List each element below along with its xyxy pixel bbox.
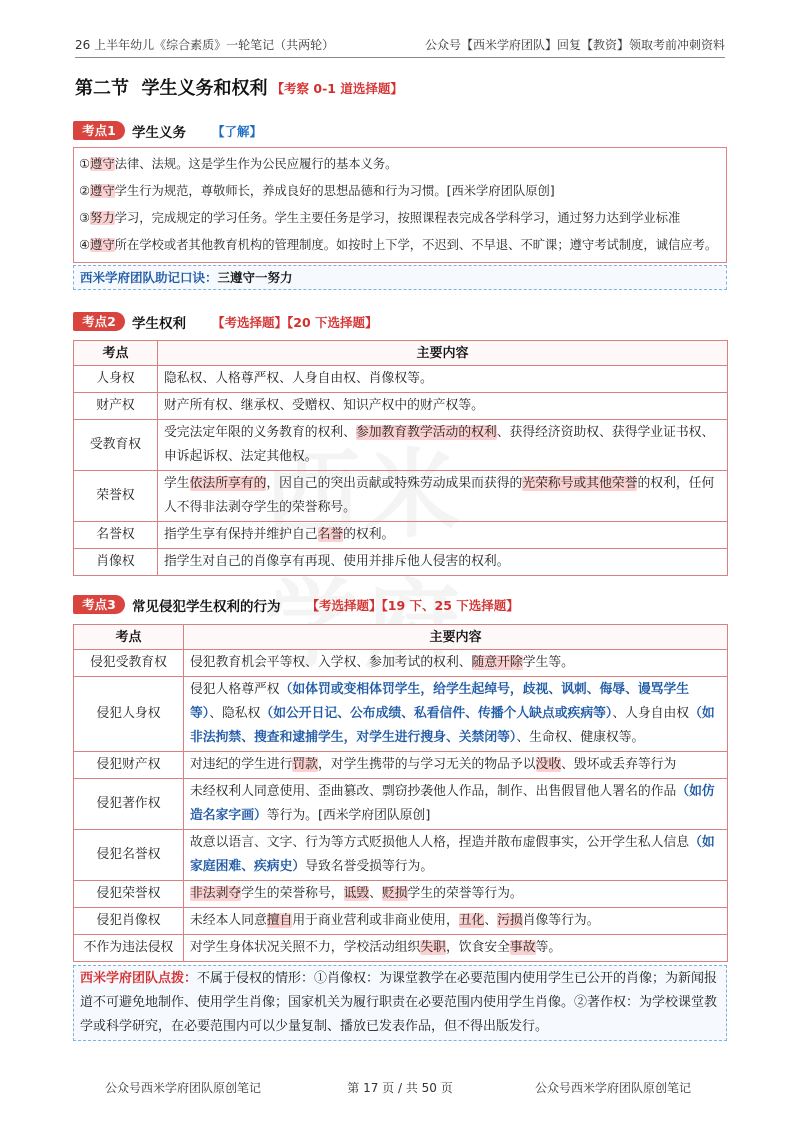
point-tag: 【了解】 bbox=[212, 123, 263, 139]
footer-right-text: 公众号西米学府团队原创笔记 bbox=[535, 1081, 692, 1095]
table-body bbox=[74, 366, 728, 576]
column-header-point: 考点 bbox=[74, 341, 158, 366]
row-content-cell bbox=[158, 366, 728, 393]
table-row bbox=[74, 522, 728, 549]
row-content-cell bbox=[158, 393, 728, 420]
row-point-cell: 侵犯荣誉权 bbox=[74, 881, 184, 908]
table-row bbox=[74, 420, 728, 471]
duty-item bbox=[79, 205, 721, 232]
text-segment: 的权利，任何人不得非法剥夺学生的荣誉称号。 bbox=[164, 476, 715, 515]
column-header-content: 主要内容 bbox=[158, 341, 728, 366]
point-badge: 考点2 bbox=[73, 312, 125, 331]
table-row bbox=[74, 779, 728, 830]
row-content-cell bbox=[184, 650, 728, 677]
table-row bbox=[74, 393, 728, 420]
text-segment: 指学生享有保持并维护自己 bbox=[164, 527, 318, 542]
text-segment: 肖像等行为。 bbox=[522, 913, 600, 928]
table-row bbox=[74, 752, 728, 779]
text-segment: ，因自己的突出贡献或特殊劳动成果而获得的 bbox=[266, 476, 523, 491]
row-content-cell bbox=[184, 752, 728, 779]
highlighted-text: 依法所享有的 bbox=[189, 476, 267, 491]
table-header-row bbox=[74, 341, 728, 366]
text-segment: 、隐私权 bbox=[209, 706, 261, 721]
text-segment: 等行为。[西米学府团队原创] bbox=[266, 808, 431, 823]
highlighted-text: 努力 bbox=[90, 211, 115, 225]
duty-item bbox=[79, 178, 721, 205]
point-tag: 【考选择题】【20 下选择题】 bbox=[212, 314, 378, 330]
row-point-cell: 名誉权 bbox=[74, 522, 158, 549]
highlighted-text: 遵守 bbox=[90, 184, 115, 198]
point-title: 常见侵犯学生权利的行为 bbox=[132, 598, 281, 615]
highlighted-text: 光荣称号或其他荣誉 bbox=[522, 476, 638, 491]
row-point-cell: 侵犯财产权 bbox=[74, 752, 184, 779]
row-content-cell bbox=[184, 830, 728, 881]
row-content-cell bbox=[184, 881, 728, 908]
header-divider bbox=[75, 57, 725, 58]
text-segment: 法律、法规。这是学生作为公民应履行的基本义务。 bbox=[114, 157, 398, 171]
table-header-row bbox=[74, 625, 728, 650]
page-header bbox=[75, 37, 725, 53]
duty-item bbox=[79, 151, 721, 178]
mnemonic-box bbox=[73, 265, 727, 290]
row-content-cell bbox=[184, 935, 728, 962]
row-content-cell bbox=[158, 549, 728, 576]
row-point-cell: 不作为违法侵权 bbox=[74, 935, 184, 962]
mnemonic-label: 西米学府团队助记口诀： bbox=[80, 270, 218, 285]
student-duties-box bbox=[73, 147, 727, 263]
text-segment: 指学生对自己的肖像享有再现、使用并排斥他人侵害的权利。 bbox=[164, 554, 510, 569]
row-content-cell bbox=[184, 779, 728, 830]
highlighted-text: 遵守 bbox=[90, 238, 115, 252]
row-point-cell: 侵犯人身权 bbox=[74, 677, 184, 752]
row-point-cell: 肖像权 bbox=[74, 549, 158, 576]
point-badge: 考点1 bbox=[73, 121, 125, 140]
row-content-cell bbox=[184, 908, 728, 935]
highlighted-text: 污损 bbox=[497, 913, 523, 928]
highlighted-text: 参加教育教学活动的权利 bbox=[355, 425, 497, 440]
point-1-heading bbox=[73, 121, 262, 140]
footer-left-text: 公众号西米学府团队原创笔记 bbox=[105, 1081, 262, 1095]
header-left-text: 26 上半年幼儿《综合素质》一轮笔记（共两轮） bbox=[75, 38, 335, 52]
highlighted-text: 没收 bbox=[535, 757, 562, 772]
text-segment: 故意以语言、文字、行为等方式贬损他人人格，捏造并散布虚假事实，公开学生私人信息 bbox=[190, 835, 690, 850]
table-row bbox=[74, 881, 728, 908]
text-segment: ，对学生携带的与学习无关的物品予以 bbox=[317, 757, 536, 772]
example-text: （如体罚或变相体罚学生，给学生起绰号，歧视、讽刺、侮辱、谩骂学生等） bbox=[190, 682, 690, 721]
table-row bbox=[74, 830, 728, 881]
table-row bbox=[74, 650, 728, 677]
text-segment: 隐私权、人格尊严权、人身自由权、肖像权等。 bbox=[164, 371, 433, 386]
table-row bbox=[74, 935, 728, 962]
highlighted-text: 丑化 bbox=[458, 913, 485, 928]
text-segment: 对违纪的学生进行 bbox=[190, 757, 293, 772]
table-row bbox=[74, 366, 728, 393]
row-point-cell: 荣誉权 bbox=[74, 471, 158, 522]
row-point-cell: 侵犯著作权 bbox=[74, 779, 184, 830]
text-segment: 学生的荣誉称号， bbox=[241, 886, 344, 901]
mnemonic-text: 三遵守一努力 bbox=[217, 270, 293, 285]
row-point-cell: 人身权 bbox=[74, 366, 158, 393]
highlighted-text: 事故 bbox=[509, 940, 536, 955]
text-segment: 、生命权、健康权等。 bbox=[516, 730, 645, 745]
point-3-heading bbox=[73, 595, 519, 614]
text-segment: 导致名誉受损等行为。 bbox=[305, 859, 434, 874]
highlighted-text: 诋毁 bbox=[343, 886, 370, 901]
text-segment: 、获得经济资助权、获得学业证书权、申诉起诉权、法定其他权。 bbox=[164, 425, 715, 464]
point-title: 学生权利 bbox=[132, 315, 186, 332]
header-right-text: 公众号【西米学府团队】回复【教资】领取考前冲刺资料 bbox=[424, 38, 725, 52]
text-segment: ③ bbox=[79, 211, 91, 225]
text-segment: 学生行为规范，尊敬师长，养成良好的思想品德和行为习惯。[西米学府团队原创] bbox=[114, 184, 555, 198]
example-text: （如非法拘禁、搜查和逮捕学生，对学生进行搜身、关禁闭等） bbox=[190, 706, 715, 745]
point-badge: 考点3 bbox=[73, 595, 125, 614]
text-segment: 学生 bbox=[164, 476, 190, 491]
exam-frequency-tag: 【考察 0-1 道选择题】 bbox=[271, 81, 403, 96]
point-tag: 【考选择题】【19 下、25 下选择题】 bbox=[306, 597, 519, 613]
text-segment: 侵犯人格尊严权 bbox=[190, 682, 280, 697]
text-segment: 侵犯教育机会平等权、入学权、参加考试的权利、 bbox=[190, 655, 472, 670]
row-content-cell bbox=[158, 522, 728, 549]
text-segment: ，饮食安全 bbox=[445, 940, 510, 955]
text-segment: 学生的荣誉等行为。 bbox=[407, 886, 523, 901]
column-header-point: 考点 bbox=[74, 625, 184, 650]
text-segment: 对学生身体状况关照不力，学校活动组织 bbox=[190, 940, 421, 955]
text-segment: 的权利。 bbox=[343, 527, 395, 542]
highlighted-text: 非法剥夺 bbox=[190, 886, 242, 901]
section-title-text: 第二节 学生义务和权利 bbox=[75, 78, 268, 99]
highlighted-text: 失职 bbox=[420, 940, 446, 955]
highlighted-text: 名誉 bbox=[317, 527, 344, 542]
row-content-cell bbox=[184, 677, 728, 752]
table-row bbox=[74, 908, 728, 935]
text-segment: 未经本人同意 bbox=[190, 913, 267, 928]
point-title: 学生义务 bbox=[132, 124, 186, 141]
text-segment: 学生等。 bbox=[522, 655, 574, 670]
note-label: 西米学府团队点拨： bbox=[80, 971, 198, 986]
text-segment: ② bbox=[79, 184, 91, 198]
page-number: 第 17 页 / 共 50 页 bbox=[347, 1081, 453, 1095]
example-text: （如公开日记、公布成绩、私看信件、传播个人缺点或疾病等） bbox=[260, 706, 613, 721]
text-segment: 财产所有权、继承权、受赠权、知识产权中的财产权等。 bbox=[164, 398, 484, 413]
text-segment: 受完法定年限的义务教育的权利、 bbox=[164, 425, 356, 440]
example-text: （如家庭困难、疾病史） bbox=[190, 835, 715, 874]
row-content-cell bbox=[158, 471, 728, 522]
example-text: （如仿造名家字画） bbox=[190, 784, 715, 823]
row-point-cell: 财产权 bbox=[74, 393, 158, 420]
text-segment: 等。 bbox=[535, 940, 562, 955]
text-segment: ① bbox=[79, 157, 91, 171]
text-segment: 、 bbox=[369, 886, 382, 901]
row-content-cell bbox=[158, 420, 728, 471]
row-point-cell: 受教育权 bbox=[74, 420, 158, 471]
text-segment: ④ bbox=[79, 238, 91, 252]
text-segment: 学习，完成规定的学习任务。学生主要任务是学习，按照课程表完成各学科学习，通过努力达到学业标准 bbox=[114, 211, 681, 225]
text-segment: 、人身自由权 bbox=[612, 706, 690, 721]
table-row bbox=[74, 677, 728, 752]
duty-item bbox=[79, 232, 721, 259]
text-segment: 、 bbox=[484, 913, 498, 928]
table-body bbox=[74, 650, 728, 962]
section-title bbox=[75, 78, 403, 100]
highlighted-text: 贬损 bbox=[381, 886, 408, 901]
text-segment: 用于商业营利或非商业使用， bbox=[292, 913, 459, 928]
row-point-cell: 侵犯肖像权 bbox=[74, 908, 184, 935]
text-segment: 、毁坏或丢弃等行为 bbox=[561, 757, 677, 772]
rights-infringement-table bbox=[73, 624, 728, 962]
highlighted-text: 遵守 bbox=[90, 157, 115, 171]
column-header-content: 主要内容 bbox=[184, 625, 728, 650]
highlighted-text: 随意开除 bbox=[471, 655, 523, 670]
highlighted-text: 擅自 bbox=[266, 913, 293, 928]
highlighted-text: 罚款 bbox=[292, 757, 318, 772]
student-rights-table bbox=[73, 340, 728, 576]
table-row bbox=[74, 471, 728, 522]
text-segment: 所在学校或者其他教育机构的管理制度。如按时上下学，不迟到、不早退、不旷课；遵守考试制度，诚信应考。 bbox=[114, 238, 718, 252]
note-text: 不属于侵权的情形：①肖像权：为课堂教学在必要范围内使用学生已公开的肖像；为新闻报道不可避免地制作、使用学生肖像；国家机关为履行职责在必要范围内使用学生肖像。②著作权：为学校课堂教学或科学研究，在必要范围内可以少量复制、播放已发表作品，但不得出版发行。 bbox=[80, 971, 718, 1034]
row-point-cell: 侵犯名誉权 bbox=[74, 830, 184, 881]
point-2-heading bbox=[73, 312, 378, 331]
text-segment: 未经权利人同意使用、歪曲篡改、剽窃抄袭他人作品，制作、出售假冒他人署名的作品 bbox=[190, 784, 677, 799]
tips-note-box bbox=[73, 965, 727, 1041]
table-row bbox=[74, 549, 728, 576]
row-point-cell: 侵犯受教育权 bbox=[74, 650, 184, 677]
